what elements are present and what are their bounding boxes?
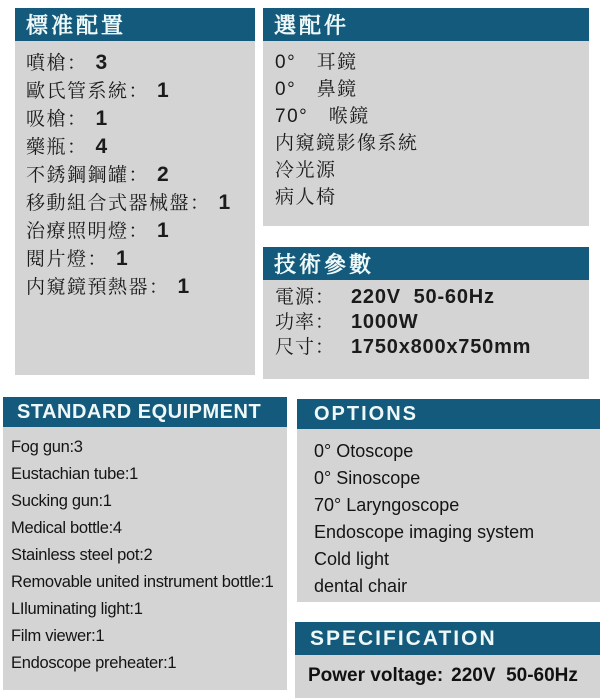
section-title: 技術參數 [274, 252, 375, 277]
item-value: 1 [95, 107, 108, 130]
list-item: Fog gun:3 [11, 438, 83, 456]
list-item: 0° Otoscope [314, 441, 414, 461]
list-item [26, 273, 251, 301]
item-label: 噴槍： [26, 53, 88, 74]
options-zh-list [263, 41, 589, 211]
item-value: 1 [116, 247, 129, 270]
item-value: 1 [157, 79, 170, 102]
section-title: 標准配置 [26, 13, 127, 38]
list-item [26, 161, 251, 189]
item-value: 3 [95, 51, 108, 74]
list-item [26, 77, 251, 105]
list-item [275, 310, 585, 335]
item-label: 藥瓶： [26, 137, 88, 158]
list-item: Film viewer:1 [11, 627, 105, 645]
specification-en-list [295, 655, 600, 689]
tech-params-zh-list [263, 280, 589, 360]
panel-standard-config-zh [15, 8, 255, 375]
list-item [308, 662, 598, 689]
section-header-standard-config-zh [15, 8, 255, 41]
section-title: SPECIFICATION [310, 626, 497, 650]
item-value: 220V 50-60Hz [451, 665, 578, 686]
item-label: 治療照明燈： [26, 221, 150, 242]
panel-standard-equipment-en [3, 397, 287, 690]
section-header-options-en [297, 399, 600, 429]
list-item [26, 245, 251, 273]
list-item: Removable united instrument bottle:1 [11, 573, 274, 591]
list-item: Sucking gun:1 [11, 492, 112, 510]
list-item: 0° Sinoscope [314, 468, 421, 488]
item-label: 吸槍： [26, 109, 88, 130]
list-item: 70° 喉鏡 [275, 106, 370, 127]
item-label: 歐氏管系統： [26, 81, 150, 102]
item-value: 220V 50-60Hz [351, 286, 495, 308]
item-label: 電源： [275, 287, 336, 308]
section-header-standard-equipment-en [3, 397, 287, 427]
item-label: 閱片燈： [26, 249, 109, 270]
panel-specification-en [295, 622, 600, 698]
section-title: STANDARD EQUIPMENT [17, 400, 262, 423]
item-label: 尺寸： [275, 337, 336, 358]
section-header-specification-en [295, 622, 600, 655]
section-title: OPTIONS [314, 402, 419, 425]
list-item [275, 335, 585, 360]
item-value: 1 [157, 219, 170, 242]
item-label: 功率： [275, 312, 336, 333]
section-header-tech-params-zh [263, 247, 589, 280]
panel-tech-params-zh [263, 247, 589, 379]
standard-equipment-en-list [3, 427, 287, 677]
list-item: 冷光源 [275, 160, 337, 181]
list-item: 0° 鼻鏡 [275, 79, 358, 100]
list-item: 内窺鏡影像系統 [275, 133, 419, 154]
item-value: 4 [95, 135, 108, 158]
item-value: 1000W [351, 311, 419, 333]
list-item: dental chair [314, 576, 408, 596]
list-item [26, 49, 251, 77]
list-item: LIluminating light:1 [11, 600, 143, 618]
list-item: 病人椅 [275, 187, 337, 208]
list-item: Endoscope imaging system [314, 522, 535, 542]
list-item [26, 133, 251, 161]
item-label: 内窺鏡預熱器： [26, 277, 170, 298]
item-value: 1 [177, 275, 190, 298]
item-value: 1 [218, 191, 231, 214]
item-value: 1750x800x750mm [351, 336, 532, 358]
options-en-list [297, 429, 600, 600]
list-item [26, 217, 251, 245]
list-item: Eustachian tube:1 [11, 465, 138, 483]
panel-options-en [297, 399, 600, 602]
item-label: 不銹鋼鋼罐： [26, 165, 150, 186]
list-item: Stainless steel pot:2 [11, 546, 153, 564]
item-value: 2 [157, 163, 170, 186]
section-title: 選配件 [274, 13, 350, 38]
list-item: Cold light [314, 549, 390, 569]
panel-options-zh [263, 8, 589, 226]
list-item: 0° 耳鏡 [275, 52, 358, 73]
list-item: Medical bottle:4 [11, 519, 122, 537]
section-header-options-zh [263, 8, 589, 41]
list-item [275, 285, 585, 310]
item-label: Power voltage: [308, 665, 444, 686]
item-label: 移動組合式器械盤： [26, 193, 211, 214]
list-item [26, 105, 251, 133]
list-item: Endoscope preheater:1 [11, 654, 177, 672]
list-item [26, 189, 251, 217]
standard-config-zh-list [15, 41, 255, 301]
list-item: 70° Laryngoscope [314, 495, 460, 515]
